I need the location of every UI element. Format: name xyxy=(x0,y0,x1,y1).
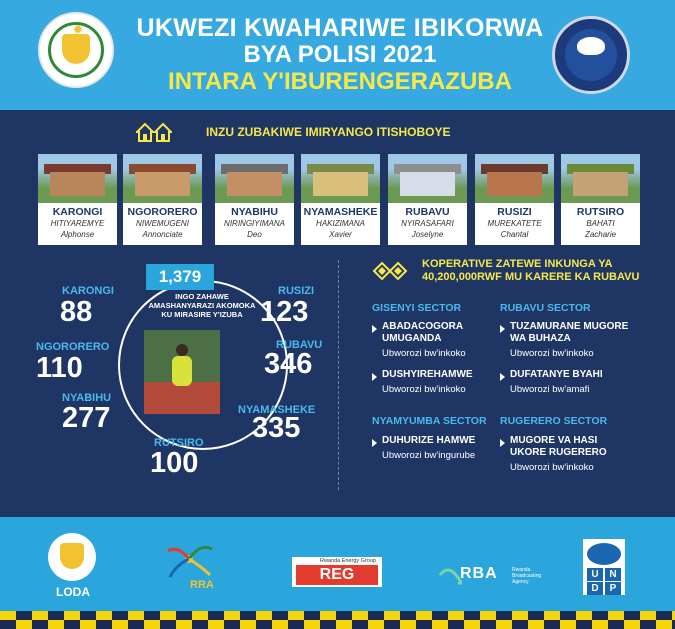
solar-caption: INGO ZAHAWE AMASHANYARAZI AKOMOKA KU MIRASIRE Y'IZUBA xyxy=(148,292,256,319)
bullet-icon xyxy=(500,439,505,447)
house-photo xyxy=(123,154,202,203)
sector-rubavu: RUBAVU SECTOR xyxy=(500,302,591,314)
sector-rugerero: RUGERERO SECTOR xyxy=(500,415,608,427)
main-panel xyxy=(0,110,675,517)
house-card xyxy=(388,154,467,245)
nyabihu-label: NYABIHU xyxy=(62,392,112,404)
coop-name: MUGORE VA HASI UKORE RUGERERO xyxy=(510,435,607,458)
checkered-border xyxy=(0,611,675,629)
sector-nyamyumba: NYAMYUMBA SECTOR xyxy=(372,415,487,427)
house-district: NGORORERO xyxy=(127,206,198,218)
loda-logo xyxy=(48,533,96,581)
house-card xyxy=(38,154,117,245)
coop-type: Ubworozi bw'amafi xyxy=(510,384,590,395)
house-district: RUTSIRO xyxy=(576,206,625,218)
house-owner-firstname: Deo xyxy=(247,230,262,239)
house-photo xyxy=(301,154,380,203)
house-card xyxy=(215,154,294,245)
house-owner-firstname: Zacharie xyxy=(584,230,617,239)
house-owner-surname: NYIRASAFARI xyxy=(401,219,454,228)
coop-type: Ubworozi bw'inkoko xyxy=(382,348,466,359)
handshake-icon xyxy=(372,258,408,284)
title-line-3: INTARA Y'IBURENGERAZUBA xyxy=(168,68,512,95)
coop-name: ABADACOGORA UMUGANDA xyxy=(382,321,464,344)
reg-logo: Rwanda Energy Group REG xyxy=(292,557,382,587)
house-owner-firstname: Joselyne xyxy=(411,230,444,239)
rubavu-value: 346 xyxy=(264,348,313,380)
undp-logo: U N D P xyxy=(583,539,625,595)
house-owner-surname: BAHATI xyxy=(586,219,615,228)
rubavu-label: RUBAVU xyxy=(276,339,323,351)
rba-subtitle: Rwanda Broadcasting Agency xyxy=(512,567,542,585)
house-owner-surname: NIWEMUGENI xyxy=(136,219,189,228)
dove-icon xyxy=(577,37,605,55)
houses-icon xyxy=(136,122,172,142)
nyabihu-value: 277 xyxy=(62,402,111,434)
bullet-icon xyxy=(500,373,505,381)
coop-name: DUFATANYE BYAHI xyxy=(510,369,603,380)
rusizi-value: 123 xyxy=(260,296,309,328)
house-owner-surname: HAKIZIMANA xyxy=(316,219,365,228)
house-owner-surname: MUREKATETE xyxy=(487,219,542,228)
loda-label: LODA xyxy=(56,585,90,599)
house-district: KARONGI xyxy=(52,206,103,218)
rba-label: RBA xyxy=(460,565,498,582)
title-line-2: BYA POLISI 2021 xyxy=(243,41,437,68)
house-district: RUBAVU xyxy=(405,206,450,218)
house-district: NYABIHU xyxy=(231,206,278,218)
partner-logos xyxy=(0,517,675,611)
house-owner-firstname: Alphonse xyxy=(60,230,95,239)
rutsiro-value: 100 xyxy=(150,447,199,479)
rwanda-coat-of-arms-logo: ✹ xyxy=(38,12,114,88)
house-card xyxy=(475,154,554,245)
nyamasheke-value: 335 xyxy=(252,412,301,444)
bullet-icon xyxy=(372,373,377,381)
title-line-1: UKWEZI KWAHARIWE IBIKORWA xyxy=(136,14,544,42)
ngororero-value: 110 xyxy=(36,352,83,384)
rutsiro-label: RUTSIRO xyxy=(154,437,204,449)
header xyxy=(0,0,675,110)
coop-type: Ubworozi bw'ingurube xyxy=(382,450,476,461)
ngororero-label: NGORORERO xyxy=(36,341,110,353)
bullet-icon xyxy=(372,439,377,447)
bullet-icon xyxy=(500,325,505,333)
house-owner-firstname: Annonciate xyxy=(142,230,183,239)
coop-name: TUZAMURANE MUGORE WA BUHAZA xyxy=(510,321,629,344)
house-owner-surname: NIRINGIYIMANA xyxy=(224,219,285,228)
house-card xyxy=(123,154,202,245)
house-owner-firstname: Xavier xyxy=(329,230,352,239)
house-photo xyxy=(388,154,467,203)
house-photo xyxy=(38,154,117,203)
cooperatives-title: KOPERATIVE ZATEWE INKUNGA YA 40,200,000RWF MU KARERE KA RUBAVU xyxy=(422,258,640,283)
un-emblem-icon xyxy=(587,543,621,565)
house-photo xyxy=(215,154,294,203)
solar-total: 1,379 xyxy=(146,264,214,290)
house-card xyxy=(301,154,380,245)
house-owner-surname: HITIYAREMYE xyxy=(50,219,105,228)
solar-installer-photo xyxy=(144,330,220,414)
coop-type: Ubworozi bw'inkoko xyxy=(382,384,466,395)
house-district: NYAMASHEKE xyxy=(303,206,378,218)
sector-gisenyi: GISENYI SECTOR xyxy=(372,302,462,314)
coop-type: Ubworozi bw'inkoko xyxy=(510,462,594,473)
nyamasheke-label: NYAMASHEKE xyxy=(238,404,316,416)
karongi-label: KARONGI xyxy=(62,285,114,297)
coop-name: DUHURIZE HAMWE xyxy=(382,435,476,446)
house-photo xyxy=(475,154,554,203)
coop-name: DUSHYIREHAMWE xyxy=(382,369,473,380)
rra-label: RRA xyxy=(190,579,214,591)
rwanda-national-police-logo xyxy=(552,16,630,94)
coop-type: Ubworozi bw'inkoko xyxy=(510,348,594,359)
house-photo xyxy=(561,154,640,203)
bullet-icon xyxy=(372,325,377,333)
house-card xyxy=(561,154,640,245)
houses-title: INZU ZUBAKIWE IMIRYANGO ITISHOBOYE xyxy=(206,125,451,139)
karongi-value: 88 xyxy=(60,296,93,328)
divider xyxy=(338,260,339,490)
rusizi-label: RUSIZI xyxy=(278,285,315,297)
house-district: RUSIZI xyxy=(497,206,532,218)
house-owner-firstname: Chantal xyxy=(500,230,529,239)
